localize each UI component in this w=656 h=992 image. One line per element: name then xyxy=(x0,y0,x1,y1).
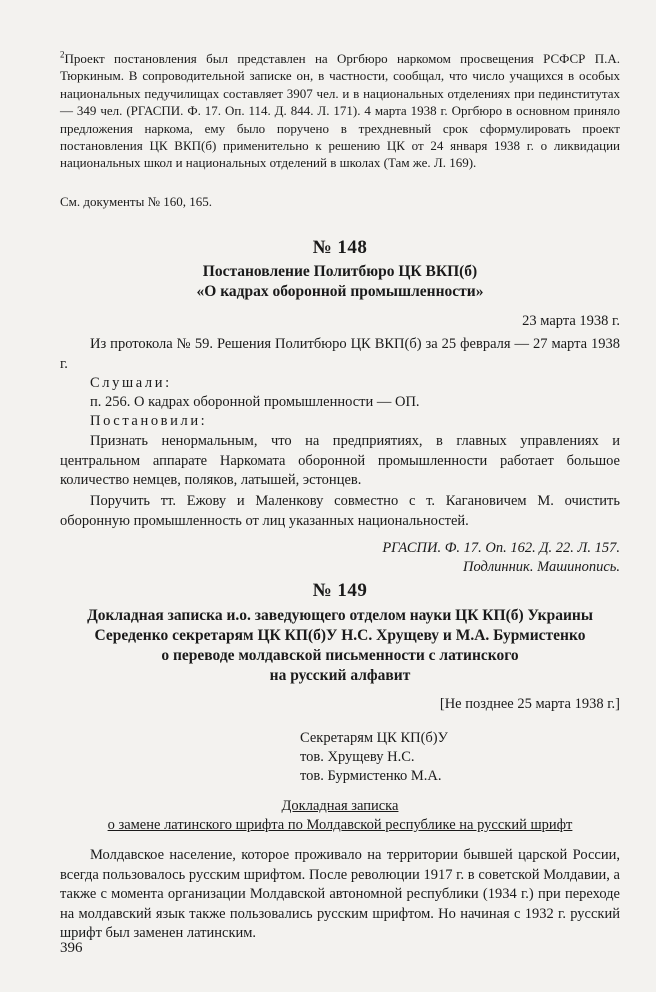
doc148-para1: Признать ненормальным, что на предприятиях, в главных управлениях и центральном аппарате Наркомата оборонной промышленности работает большое количество немцев, поляков, латышей, эстонцев. xyxy=(60,433,620,489)
doc149-number: № 149 xyxy=(312,580,368,601)
footnote-marker: 2 xyxy=(60,49,65,60)
doc149-title-line1: Докладная записка и.о. заведующего отделом науки ЦК КП(б) Украины xyxy=(87,607,593,624)
doc149-addressee-2: тов. Хрущеву Н.С. xyxy=(300,749,415,765)
doc149-addressee-1: Секретарям ЦК КП(б)У xyxy=(300,730,448,746)
doc148-number: № 148 xyxy=(312,237,368,258)
doc149-body: Молдавское население, которое проживало на территории бывшей царской России, всегда пользовалось русским шрифтом. После революции 1917 г. в советской Молдавии, а также с момента организации Молдавской автономной республики (1934 г.) при переходе на молдавский язык также пользовались русским шрифтом. Но начиная с 1932 г. русский шрифт был заменен латинским. xyxy=(60,847,620,942)
doc149-date: [Не позднее 25 марта 1938 г.] xyxy=(439,696,620,712)
see-documents-note: См. документы № 160, 165. xyxy=(60,194,212,209)
doc149-memo-title: Докладная записка xyxy=(281,798,399,814)
doc148-archive-source: РГАСПИ. Ф. 17. Оп. 162. Д. 22. Л. 157. xyxy=(382,540,620,556)
doc149-title-line3: о переводе молдавской письменности с латинского xyxy=(161,647,519,664)
doc148-title-line2: «О кадрах оборонной промышленности» xyxy=(196,283,484,300)
doc149-addressee-3: тов. Бурмистенко М.А. xyxy=(300,768,442,784)
doc148-para2: Поручить тт. Ежову и Маленкову совместно с т. Кагановичем М. очистить оборонную промышленность от лиц указанных национальностей. xyxy=(60,493,620,529)
doc148-resolved-label: Постановили: xyxy=(90,413,208,429)
doc149-title-line2: Середенко секретарям ЦК КП(б)У Н.С. Хрущеву и М.А. Бурмистенко xyxy=(94,627,586,644)
footnote-text: Проект постановления был представлен на Оргбюро наркомом просвещения РСФСР П.А. Тюркиным. В сопроводительной записке он, в частности, сообщал, что число учащихся в особых национальных педучилищах составляет 3907 чел. и в национальных отделениях при пединститутах — 349 чел. (РГАСПИ. Ф. 17. Оп. 114. Д. 844. Л. 171). 4 марта 1938 г. Оргбюро в основном приняло предложения наркома, ему было поручено в трехдневный срок сформулировать проект постановления ЦК ВКП(б) применительно к решению ЦК от 24 января 1938 г. о ликвидации национальных школ и национальных отделений в школах (Там же. Л. 169). xyxy=(60,51,620,171)
doc148-heard-label: Слушали: xyxy=(90,375,172,391)
doc149-memo-subtitle: о замене латинского шрифта по Молдавской республике на русский шрифт xyxy=(107,817,573,833)
doc148-title-line1: Постановление Политбюро ЦК ВКП(б) xyxy=(202,263,478,280)
doc149-title-line4: на русский алфавит xyxy=(269,667,411,684)
page-number: 396 xyxy=(60,940,83,956)
doc148-date: 23 марта 1938 г. xyxy=(522,313,620,329)
doc148-protocol: Из протокола № 59. Решения Политбюро ЦК ВКП(б) за 25 февраля — 27 марта 1938 г. xyxy=(60,336,620,372)
doc148-source-note: Подлинник. Машинопись. xyxy=(462,559,620,575)
doc148-heard-item: п. 256. О кадрах оборонной промышленности — ОП. xyxy=(90,394,420,410)
footnote xyxy=(60,50,620,172)
